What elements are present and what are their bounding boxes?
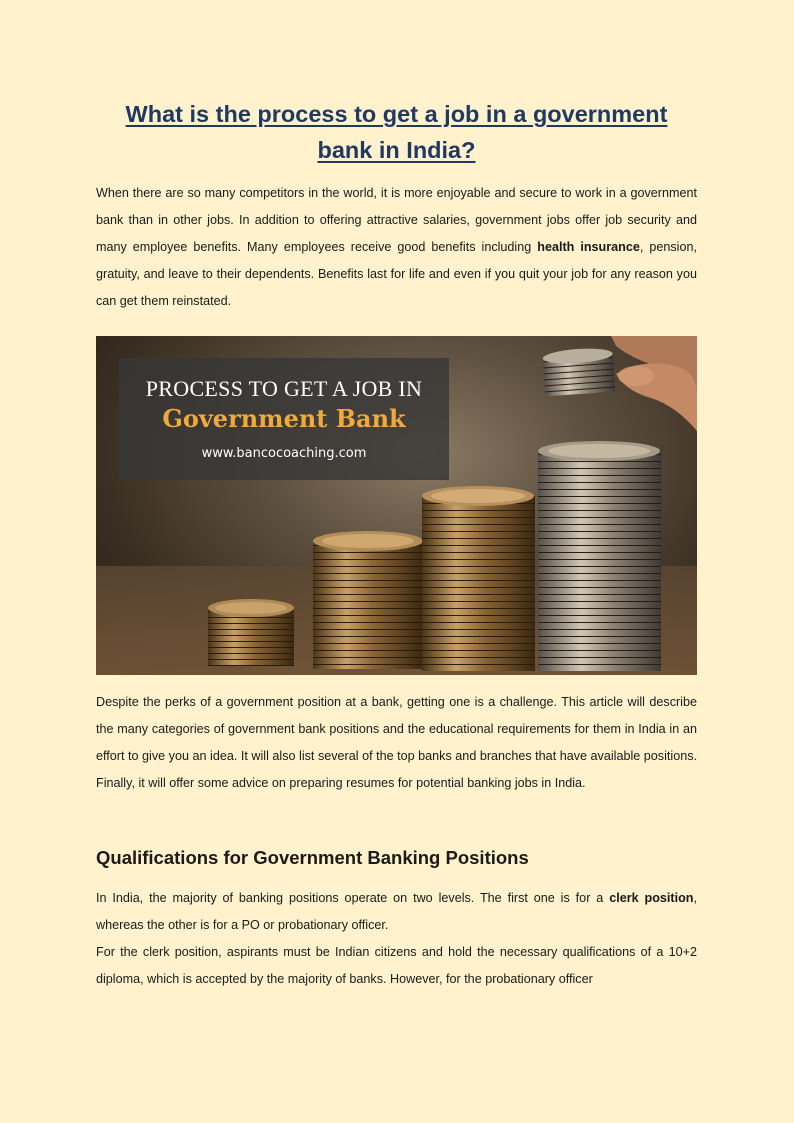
- intro-bold-health-insurance: health insurance: [537, 240, 640, 254]
- section-heading: Qualifications for Government Banking Positions: [96, 847, 529, 868]
- body-paragraph-3: [96, 885, 697, 939]
- hero-image: [96, 336, 697, 675]
- intro-text-after: , pension, gratuity, and leave to their dependents. Benefits last for life and even if you quit your job for any reason you can get them reinstated.: [96, 240, 697, 308]
- intro-paragraph: [96, 180, 697, 315]
- body-paragraph-4: [96, 939, 697, 993]
- body-paragraph-2: Despite the perks of a government position at a bank, getting one is a challenge. This article will describe the many categories of government bank positions and the educational requirements for them in India in an effort to give you an idea. It will also list several of the top banks and branches that have available positions. Finally, it will offer some advice on preparing resumes for potential banking jobs in India.: [96, 695, 697, 790]
- p3-text-before: In India, the majority of banking positions operate on two levels. The first one is for a: [96, 891, 610, 905]
- p3-bold-clerk-position: clerk position: [609, 891, 694, 905]
- hero-line2: Government Bank: [162, 404, 406, 433]
- p3-text-after: , whereas the other is for a PO or probationary officer.: [96, 891, 697, 932]
- p4-text: For the clerk position, aspirants must be Indian citizens and hold the necessary qualifications of a 10+2 diploma, which is accepted by the majority of banks. However, for the probationary officer: [96, 945, 697, 986]
- hero-line1: PROCESS TO GET A JOB IN: [145, 376, 423, 401]
- article-title: What is the process to get a job in a government bank in India?: [125, 101, 668, 163]
- intro-text-before: When there are so many competitors in the world, it is more enjoyable and secure to work in a government bank than in other jobs. In addition to offering attractive salaries, government jobs offer job security and many employee benefits. Many employees receive good benefits including: [96, 186, 697, 254]
- hero-website: www.bancocoaching.com: [201, 446, 367, 461]
- hero-text-overlay: [119, 358, 449, 480]
